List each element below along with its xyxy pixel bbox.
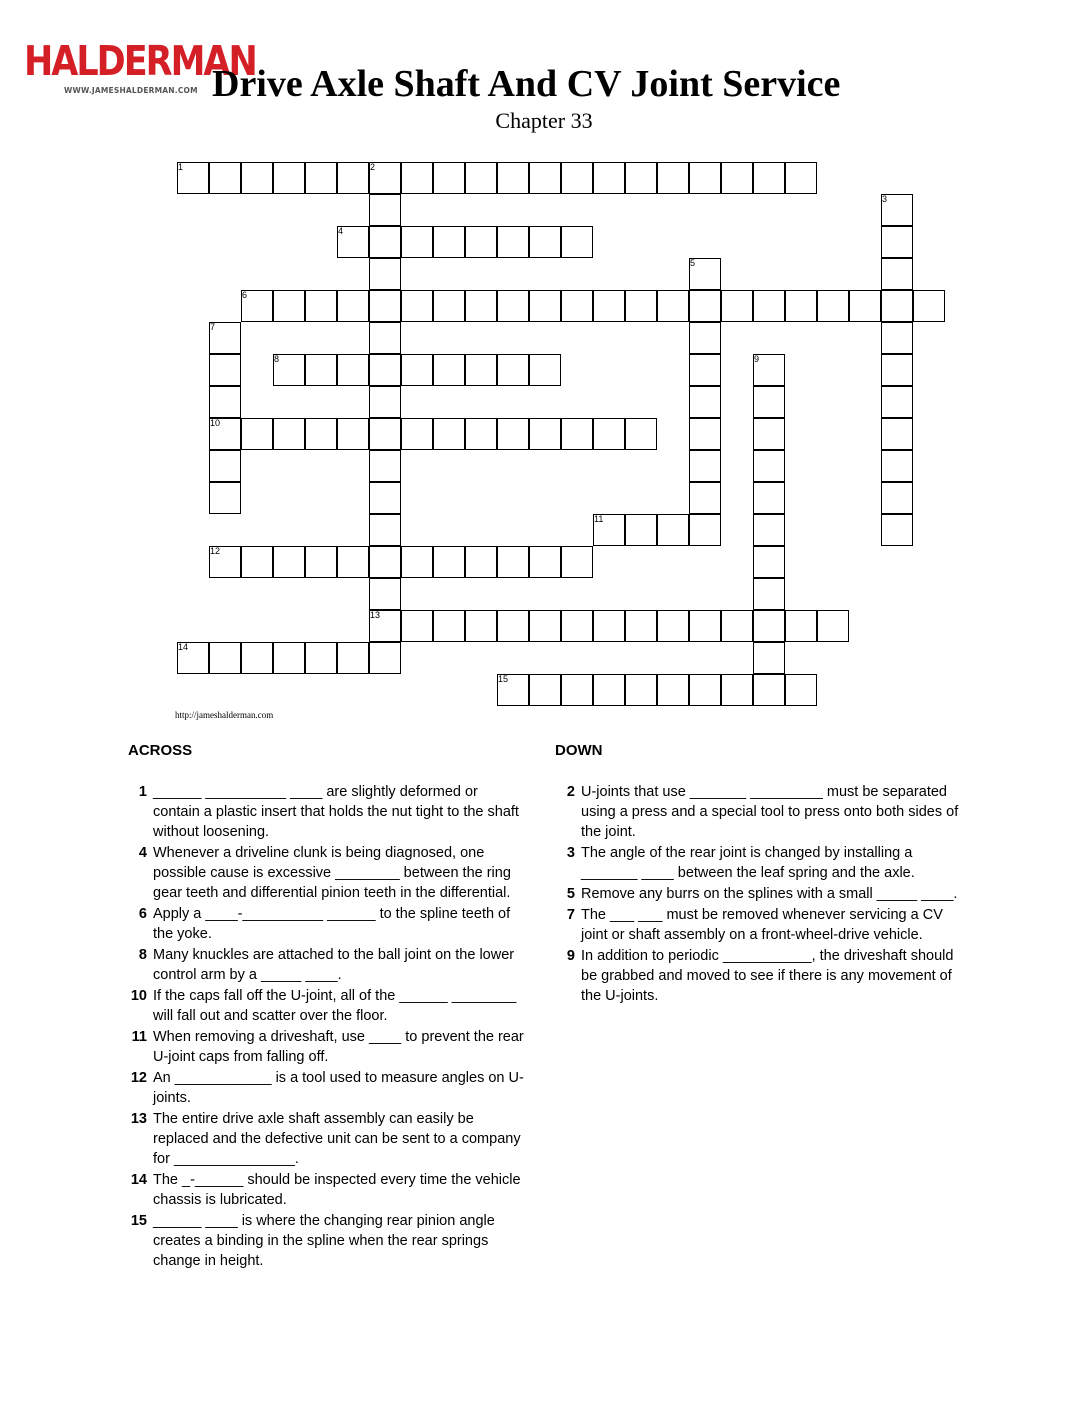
crossword-cell[interactable] xyxy=(625,514,657,546)
clue-number-label: 11 xyxy=(594,514,604,524)
clue-number: 11 xyxy=(131,1029,147,1045)
crossword-cell[interactable] xyxy=(753,674,785,706)
clue-number: 7 xyxy=(566,907,575,923)
crossword-cell[interactable] xyxy=(689,290,721,322)
across-clue xyxy=(127,986,527,1026)
clue-text: When removing a driveshaft, use ____ to prevent the rear U-joint caps from falling off. xyxy=(153,1029,524,1065)
crossword-cell[interactable] xyxy=(209,354,241,386)
crossword-cell[interactable] xyxy=(817,290,849,322)
down-clue-list xyxy=(555,782,960,1007)
crossword-cell[interactable] xyxy=(305,354,337,386)
crossword-cell[interactable] xyxy=(337,546,369,578)
crossword-cell[interactable] xyxy=(337,162,369,194)
crossword-cell[interactable] xyxy=(561,674,593,706)
clue-number-label: 14 xyxy=(178,642,189,652)
crossword-cell[interactable] xyxy=(753,386,785,418)
clue-number-label: 7 xyxy=(210,322,216,332)
across-clue xyxy=(127,843,527,903)
clue-number-label: 6 xyxy=(242,290,248,300)
crossword-cell[interactable] xyxy=(529,546,561,578)
crossword-cell[interactable] xyxy=(721,290,753,322)
crossword-cell[interactable] xyxy=(369,258,401,290)
crossword-cell[interactable] xyxy=(465,546,497,578)
clue-text: Apply a ____-__________ ______ to the spline teeth of the yoke. xyxy=(153,906,511,942)
across-clue xyxy=(127,945,527,985)
down-clue xyxy=(555,884,960,904)
crossword-cell[interactable] xyxy=(785,162,817,194)
across-clue xyxy=(127,1068,527,1108)
across-clue xyxy=(127,782,527,842)
clue-number-label: 2 xyxy=(370,162,376,172)
crossword-cell[interactable] xyxy=(561,546,593,578)
crossword-cell[interactable] xyxy=(497,290,529,322)
crossword-cell[interactable] xyxy=(305,290,337,322)
crossword-cell[interactable] xyxy=(689,322,721,354)
crossword-cell[interactable] xyxy=(337,642,369,674)
crossword-cell[interactable] xyxy=(753,482,785,514)
across-clue xyxy=(127,1170,527,1210)
crossword-cell[interactable] xyxy=(209,482,241,514)
crossword-cell[interactable] xyxy=(273,290,305,322)
crossword-cell[interactable] xyxy=(625,290,657,322)
page-title: Drive Axle Shaft And CV Joint Service xyxy=(212,63,841,105)
clue-text: The _-______ should be inspected every time the vehicle chassis is lubricated. xyxy=(153,1172,521,1208)
crossword-cell[interactable] xyxy=(369,290,401,322)
crossword-cell[interactable] xyxy=(529,226,561,258)
crossword-cell[interactable] xyxy=(753,578,785,610)
crossword-cell[interactable] xyxy=(529,354,561,386)
crossword-cell[interactable] xyxy=(465,354,497,386)
crossword-cell[interactable] xyxy=(849,290,881,322)
clue-number: 5 xyxy=(566,886,575,902)
crossword-cell[interactable] xyxy=(881,450,913,482)
crossword-cell[interactable] xyxy=(593,418,625,450)
crossword-cell[interactable] xyxy=(433,354,465,386)
crossword-cell[interactable] xyxy=(305,162,337,194)
crossword-cell[interactable] xyxy=(689,610,721,642)
clue-number: 2 xyxy=(566,784,575,800)
source-url: http://jameshalderman.com xyxy=(175,710,274,720)
across-heading: ACROSS xyxy=(128,742,193,759)
crossword-cell[interactable] xyxy=(689,386,721,418)
crossword-cell[interactable] xyxy=(529,674,561,706)
crossword-cell[interactable] xyxy=(753,642,785,674)
crossword-cell[interactable] xyxy=(401,290,433,322)
crossword-cell[interactable] xyxy=(753,418,785,450)
crossword-cell[interactable] xyxy=(561,418,593,450)
clue-text: In addition to periodic ___________, the driveshaft should be grabbed and moved to see if there is any movement of the U-joints. xyxy=(581,948,954,1004)
crossword-cell[interactable] xyxy=(497,610,529,642)
clue-number: 4 xyxy=(138,845,147,861)
crossword-cell[interactable] xyxy=(625,162,657,194)
across-clue xyxy=(127,904,527,944)
crossword-cell[interactable] xyxy=(209,450,241,482)
crossword-cell[interactable] xyxy=(529,290,561,322)
clue-number-label: 13 xyxy=(370,610,381,620)
clue-text: The angle of the rear joint is changed by installing a _______ ____ between the leaf spring and the axle. xyxy=(581,845,915,881)
crossword-cell[interactable] xyxy=(433,418,465,450)
clue-text: Remove any burrs on the splines with a small _____ ____. xyxy=(581,886,958,902)
crossword-cell[interactable] xyxy=(753,450,785,482)
crossword-cell[interactable] xyxy=(369,226,401,258)
crossword-cell[interactable] xyxy=(369,450,401,482)
crossword-cell[interactable] xyxy=(273,162,305,194)
clue-number-label: 3 xyxy=(882,194,888,204)
crossword-cell[interactable] xyxy=(337,418,369,450)
clue-number: 13 xyxy=(130,1111,147,1127)
crossword-cell[interactable] xyxy=(721,162,753,194)
crossword-cell[interactable] xyxy=(689,514,721,546)
crossword-cell[interactable] xyxy=(369,642,401,674)
clue-number: 15 xyxy=(130,1213,147,1229)
crossword-cell[interactable] xyxy=(561,290,593,322)
clue-number-label: 10 xyxy=(210,418,221,428)
crossword-cell[interactable] xyxy=(273,546,305,578)
crossword-cell[interactable] xyxy=(721,610,753,642)
crossword-cell[interactable] xyxy=(369,386,401,418)
clue-number-label: 1 xyxy=(178,162,184,172)
clue-text: The ___ ___ must be removed whenever servicing a CV joint or shaft assembly on a front-wheel-drive vehicle. xyxy=(581,907,943,943)
crossword-cell[interactable] xyxy=(465,290,497,322)
clue-text: If the caps fall off the U-joint, all of the ______ ________ will fall out and scatter over the floor. xyxy=(153,988,517,1024)
across-clue xyxy=(127,1211,527,1271)
crossword-cell[interactable] xyxy=(497,418,529,450)
crossword-cell[interactable] xyxy=(625,674,657,706)
crossword-cell[interactable] xyxy=(497,162,529,194)
crossword-cell[interactable] xyxy=(337,290,369,322)
crossword-cell[interactable] xyxy=(465,162,497,194)
crossword-cell[interactable] xyxy=(593,610,625,642)
crossword-cell[interactable] xyxy=(785,610,817,642)
clue-number: 3 xyxy=(566,845,575,861)
logo-wordmark: HALDERMAN xyxy=(24,38,256,86)
crossword-cell[interactable] xyxy=(881,482,913,514)
crossword-cell[interactable] xyxy=(689,482,721,514)
crossword-cell[interactable] xyxy=(241,418,273,450)
down-clue xyxy=(555,782,960,842)
clue-text: U-joints that use _______ _________ must be separated using a press and a special tool to press onto both sides of the joint. xyxy=(581,784,959,840)
crossword-cell[interactable] xyxy=(369,514,401,546)
clue-number: 1 xyxy=(138,784,147,800)
crossword-cell[interactable] xyxy=(529,418,561,450)
clue-number-label: 12 xyxy=(210,546,221,556)
crossword-cell[interactable] xyxy=(881,514,913,546)
crossword-cell[interactable] xyxy=(785,674,817,706)
crossword-cell[interactable] xyxy=(689,450,721,482)
clue-number: 9 xyxy=(566,948,575,964)
crossword-cell[interactable] xyxy=(401,162,433,194)
crossword-cell[interactable] xyxy=(657,514,689,546)
crossword-cell[interactable] xyxy=(657,162,689,194)
clue-text: ______ ____ is where the changing rear pinion angle creates a binding in the spline when the rear springs change in height. xyxy=(153,1213,495,1269)
crossword-cell[interactable] xyxy=(657,290,689,322)
crossword-cell[interactable] xyxy=(369,418,401,450)
crossword-cell[interactable] xyxy=(721,674,753,706)
crossword-cell[interactable] xyxy=(369,322,401,354)
clue-number-label: 5 xyxy=(690,258,696,268)
crossword-cell[interactable] xyxy=(753,610,785,642)
crossword-cell[interactable] xyxy=(881,418,913,450)
clue-text: An ____________ is a tool used to measure angles on U-joints. xyxy=(153,1070,524,1106)
crossword-cell[interactable] xyxy=(465,226,497,258)
clue-number-label: 15 xyxy=(498,674,509,684)
crossword-cell[interactable] xyxy=(465,418,497,450)
crossword-cell[interactable] xyxy=(561,162,593,194)
crossword-cell[interactable] xyxy=(881,354,913,386)
clue-number: 14 xyxy=(130,1172,147,1188)
crossword-cell[interactable] xyxy=(529,162,561,194)
crossword-cell[interactable] xyxy=(817,610,849,642)
crossword-cell[interactable] xyxy=(881,258,913,290)
crossword-cell[interactable] xyxy=(561,226,593,258)
crossword-cell[interactable] xyxy=(657,610,689,642)
clue-number: 6 xyxy=(138,906,147,922)
crossword-cell[interactable] xyxy=(657,674,689,706)
clue-number: 10 xyxy=(130,988,147,1004)
crossword-cell[interactable] xyxy=(273,418,305,450)
crossword-cell[interactable] xyxy=(369,482,401,514)
crossword-cell[interactable] xyxy=(625,418,657,450)
crossword-cell[interactable] xyxy=(433,226,465,258)
crossword-cell[interactable] xyxy=(625,610,657,642)
down-clue xyxy=(555,905,960,945)
crossword-cell[interactable] xyxy=(209,162,241,194)
clue-text: ______ __________ ____ are slightly deformed or contain a plastic insert that holds the nut tight to the shaft without loosening. xyxy=(153,784,519,840)
crossword-cell[interactable] xyxy=(689,162,721,194)
clue-number-label: 9 xyxy=(754,354,760,364)
clue-number: 8 xyxy=(138,947,147,963)
clue-text: Many knuckles are attached to the ball joint on the lower control arm by a _____ ____. xyxy=(153,947,515,983)
crossword-cell[interactable] xyxy=(241,162,273,194)
crossword-cell[interactable] xyxy=(337,354,369,386)
crossword-cell[interactable] xyxy=(433,290,465,322)
crossword-cell[interactable] xyxy=(433,162,465,194)
across-clue xyxy=(127,1027,527,1067)
crossword-cell[interactable] xyxy=(369,354,401,386)
down-heading: DOWN xyxy=(555,742,603,759)
crossword-cell[interactable] xyxy=(209,386,241,418)
crossword-cell[interactable] xyxy=(561,610,593,642)
crossword-cell[interactable] xyxy=(465,610,497,642)
crossword-cell[interactable] xyxy=(433,546,465,578)
crossword-cell[interactable] xyxy=(881,322,913,354)
crossword-cell[interactable] xyxy=(753,546,785,578)
crossword-cell[interactable] xyxy=(753,514,785,546)
crossword-cell[interactable] xyxy=(369,194,401,226)
crossword-cell[interactable] xyxy=(241,546,273,578)
crossword-cell[interactable] xyxy=(305,546,337,578)
crossword-cell[interactable] xyxy=(433,610,465,642)
crossword-cell[interactable] xyxy=(305,418,337,450)
crossword-cell[interactable] xyxy=(689,418,721,450)
crossword-cell[interactable] xyxy=(497,354,529,386)
crossword-cell[interactable] xyxy=(369,578,401,610)
across-clue xyxy=(127,1109,527,1169)
crossword-cell[interactable] xyxy=(401,418,433,450)
logo-url: WWW.JAMESHALDERMAN.COM xyxy=(64,86,198,95)
down-clue xyxy=(555,843,960,883)
crossword-cell[interactable] xyxy=(401,546,433,578)
crossword-cell[interactable] xyxy=(497,546,529,578)
clue-number: 12 xyxy=(130,1070,147,1086)
crossword-cell[interactable] xyxy=(593,162,625,194)
crossword-cell[interactable] xyxy=(273,642,305,674)
clue-text: Whenever a driveline clunk is being diagnosed, one possible cause is excessive ________ between the ring gear teeth and differential pinion teeth in the differential. xyxy=(153,845,511,901)
crossword-cell[interactable] xyxy=(497,226,529,258)
crossword-cell[interactable] xyxy=(753,290,785,322)
crossword-cell[interactable] xyxy=(401,610,433,642)
crossword-cell[interactable] xyxy=(209,642,241,674)
crossword-cell[interactable] xyxy=(305,642,337,674)
crossword-cell[interactable] xyxy=(369,546,401,578)
crossword-cell[interactable] xyxy=(401,354,433,386)
crossword-cell[interactable] xyxy=(881,290,913,322)
crossword-cell[interactable] xyxy=(689,354,721,386)
crossword-cell[interactable] xyxy=(593,290,625,322)
crossword-cell[interactable] xyxy=(753,162,785,194)
down-clue xyxy=(555,946,960,1006)
crossword-cell[interactable] xyxy=(785,290,817,322)
page-subtitle: Chapter 33 xyxy=(495,108,593,133)
crossword-cell[interactable] xyxy=(881,226,913,258)
clue-text: The entire drive axle shaft assembly can easily be replaced and the defective unit can be sent to a company for _______________. xyxy=(153,1111,521,1167)
crossword-cell[interactable] xyxy=(401,226,433,258)
crossword-cell[interactable] xyxy=(529,610,561,642)
clue-number-label: 8 xyxy=(274,354,280,364)
crossword-cell[interactable] xyxy=(241,642,273,674)
clue-number-label: 4 xyxy=(338,226,344,236)
crossword-cell[interactable] xyxy=(881,386,913,418)
across-clue-list xyxy=(127,782,527,1272)
crossword-cell[interactable] xyxy=(593,674,625,706)
crossword-cell[interactable] xyxy=(689,674,721,706)
crossword-cell[interactable] xyxy=(913,290,945,322)
